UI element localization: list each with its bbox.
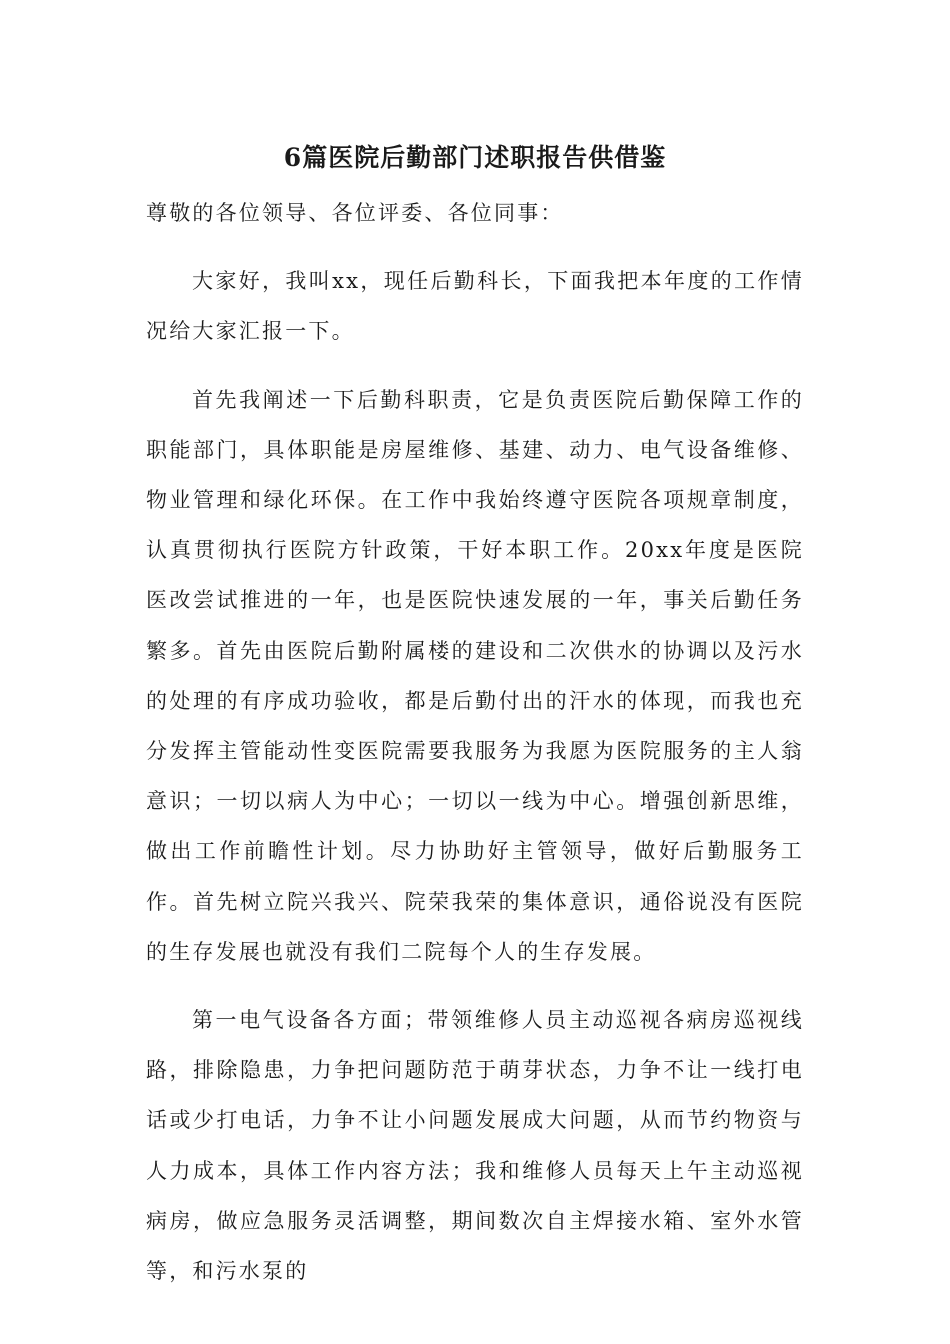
document-body xyxy=(146,188,804,1296)
document-title: 6篇医院后勤部门述职报告供借鉴 xyxy=(283,143,667,172)
paragraph-electrical: 第一电气设备各方面；带领维修人员主动巡视各病房巡视线路，排除隐患，力争把问题防范于萌芽状态，力争不让一线打电话或少打电话，力争不让小问题发展成大问题，从而节约物资与人力成本，具体工作内容方法；我和维修人员每天上午主动巡视病房，做应急服务灵活调整，期间数次自主焊接水箱、室外水管等，和污水泵的 xyxy=(146,1008,804,1284)
paragraph-duties: 首先我阐述一下后勤科职责，它是负责医院后勤保障工作的职能部门，具体职能是房屋维修、基建、动力、电气设备维修、物业管理和绿化环保。在工作中我始终遵守医院各项规章制度，认真贯彻执行医院方针政策，干好本职工作。20xx年度是医院医改尝试推进的一年，也是医院快速发展的一年，事关后勤任务繁多。首先由医院后勤附属楼的建设和二次供水的协调以及污水的处理的有序成功验收，都是后勤付出的汗水的体现，而我也充分发挥主管能动性变医院需要我服务为我愿为医院服务的主人翁意识；一切以病人为中心；一切以一线为中心。增强创新思维，做出工作前瞻性计划。尽力协助好主管领导，做好后勤服务工作。首先树立院兴我兴、院荣我荣的集体意识，通俗说没有医院的生存发展也就没有我们二院每个人的生存发展。 xyxy=(146,387,804,964)
salutation: 尊敬的各位领导、各位评委、各位同事： xyxy=(146,201,564,225)
paragraph-greeting: 大家好，我叫xx，现任后勤科长，下面我把本年度的工作情况给大家汇报一下。 xyxy=(146,269,804,344)
